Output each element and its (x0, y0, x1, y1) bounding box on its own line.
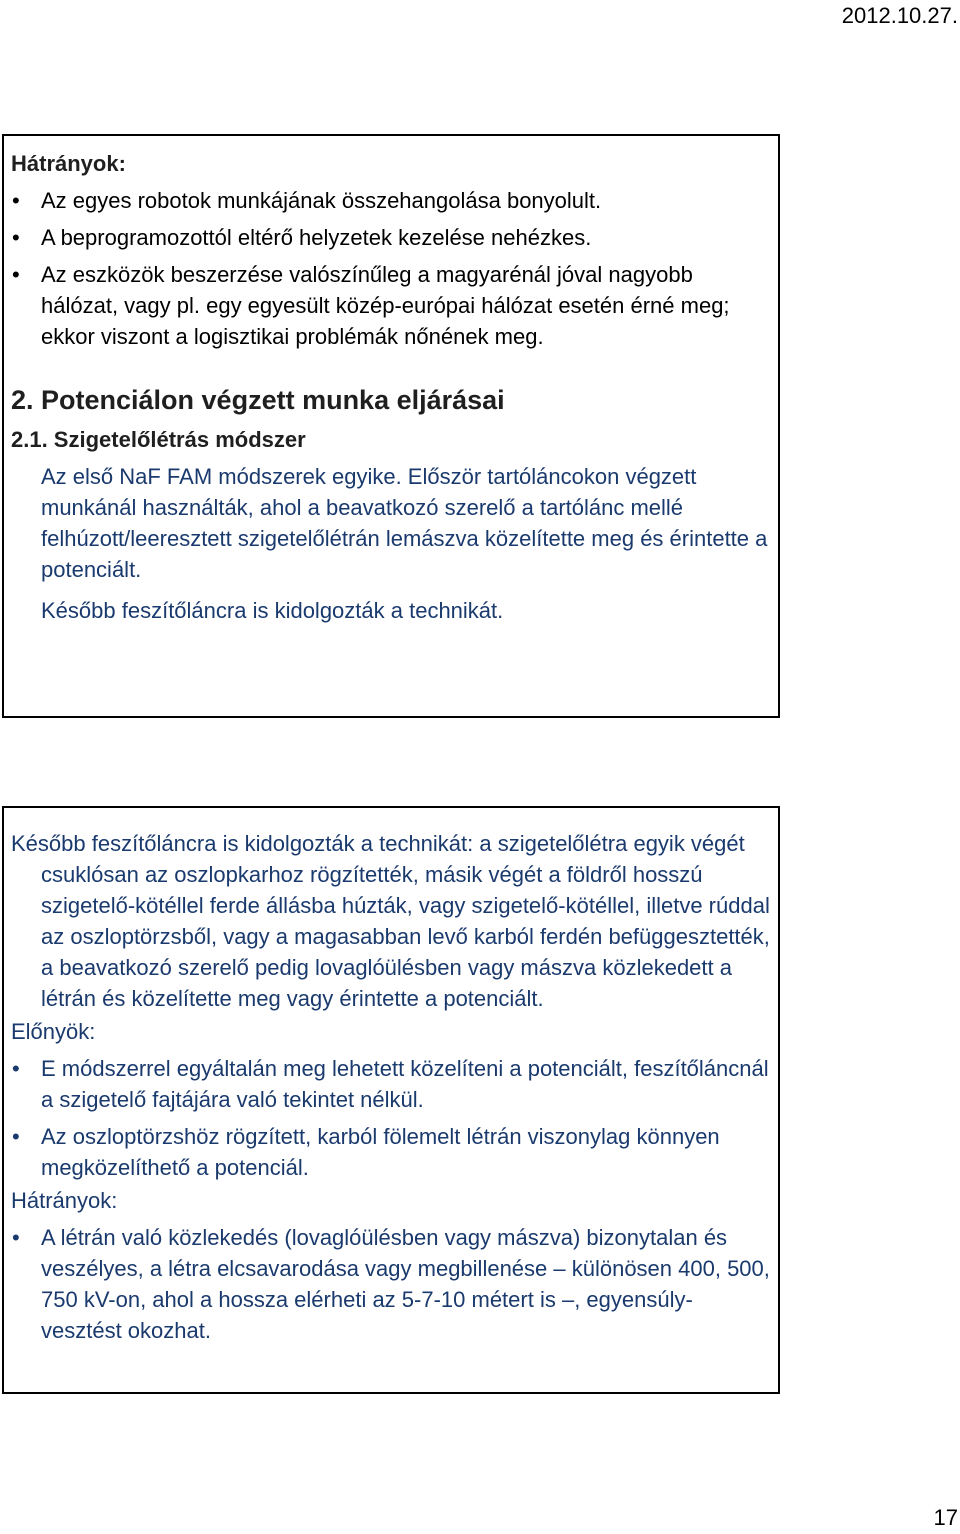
slide-1-content (11, 148, 772, 626)
slide-2-content (11, 828, 772, 1346)
section-title: 2. Potenciálon végzett munka eljárásai (11, 385, 505, 415)
bullet-icon: • (12, 1124, 20, 1149)
bullet-icon: • (12, 1225, 20, 1250)
disadvantages-heading-2: Hátrányok: (11, 1188, 118, 1213)
header-date: 2012.10.27. (841, 3, 958, 28)
list-item: • A létrán való közlekedés (lovaglóülésben vagy mászva) bizonytalan és veszélyes, a létra elcsavarodása vagy megbillenése – különösen 400, 500, 750 kV-on, ahol a hossza elérheti az 5-7-10 métert is –, egyensúly-vesztést okozhat. (11, 1222, 772, 1346)
page-number: 17 (933, 1505, 958, 1530)
slide-frame-1 (2, 134, 780, 718)
bullet-icon: • (12, 1056, 20, 1081)
method-description: Az első NaF FAM módszerek egyike. Először tartóláncokon végzett munkánál használták, ahol a beavatkozó szerelő a tartólánc mellé felhúzott/leeresztett szigetelőlétrán lemászva közelítette meg és érintette a potenciált. (41, 464, 768, 582)
bullet-icon: • (12, 225, 20, 250)
disadvantages-list (11, 185, 772, 352)
later-technique-note: Később feszítőláncra is kidolgozták a technikát. (41, 598, 504, 623)
advantages-list (11, 1053, 772, 1183)
list-item: • A beprogramozottól eltérő helyzetek kezelése nehézkes. (11, 222, 772, 253)
list-item: • E módszerrel egyáltalán meg lehetett közelíteni a potenciált, feszítőláncnál a szigetelő fajtájára való tekintet nélkül. (11, 1053, 772, 1115)
bullet-icon: • (12, 188, 20, 213)
list-item: • Az eszközök beszerzése valószínűleg a magyarénál jóval nagyobb hálózat, vagy pl. egy egyesült közép-európai hálózat esetén érné meg; ekkor viszont a logisztikai problémák nőnének meg. (11, 259, 772, 352)
list-item: • Az oszloptörzshöz rögzített, karból fölemelt létrán viszonylag könnyen megközelíthető a potenciál. (11, 1121, 772, 1183)
technique-description: Később feszítőláncra is kidolgozták a technikát: a szigetelőlétra egyik végét csuklósan az oszlopkarhoz rögzítették, másik végét a földről hosszú szigetelő-kötéllel ferde állásba húzták, vagy szigetelő-kötéllel, illetve rúddal az oszloptörzsből, vagy a magasabban levő karból ferdén befüggesztették, a beavatkozó szerelő pedig lovaglóülésben vagy mászva közlekedett a létrán és közelítette meg vagy érintette a potenciált. (11, 831, 770, 1011)
disadvantages-heading: Hátrányok: (11, 151, 126, 176)
subsection-title: 2.1. Szigetelőlétrás módszer (11, 427, 306, 452)
list-item: • Az egyes robotok munkájának összehangolása bonyolult. (11, 185, 772, 216)
advantages-heading: Előnyök: (11, 1019, 96, 1044)
disadvantages-list-2 (11, 1222, 772, 1346)
slide-frame-2 (2, 806, 780, 1394)
bullet-icon: • (12, 262, 20, 287)
